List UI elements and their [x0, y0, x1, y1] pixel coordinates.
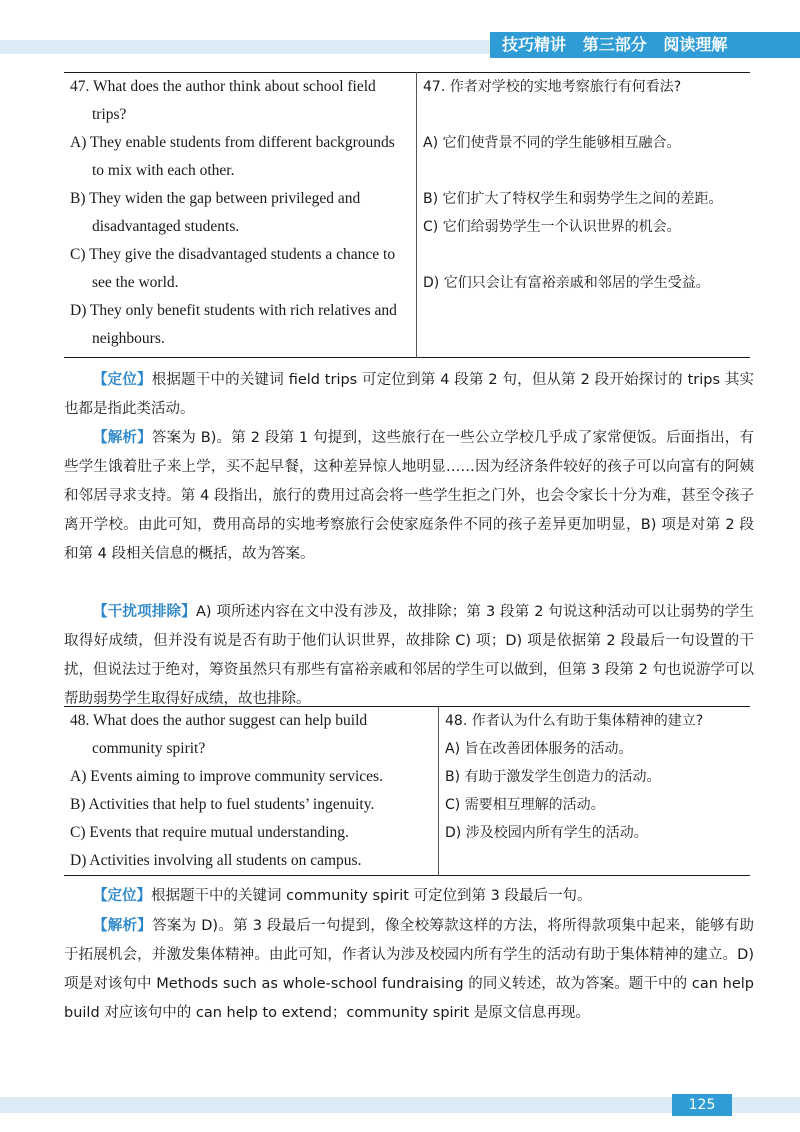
- analysis-text: 答案为 D)。第 3 段最后一句提到，像全校筹款这样的方法，将所得款项集中起来，能够有助于拓展机会，并激发集体精神。由此可知，作者认为涉及校园内所有学生的活动有助于集体精神的建立。D) 项是对该句中 Methods such as whole-school fundraising 的同义转述，故为答案。题干中的 can help build 对应该句中的 can help to extend；community spirit 是原文信息再现。: [64, 918, 754, 1021]
- option-c: C) They give the disadvantaged students a chance to see the world.: [70, 246, 396, 291]
- table-row: [64, 707, 750, 876]
- option-a: A) Events aiming to improve community services.: [70, 768, 383, 785]
- q47-locate-paragraph: [64, 366, 754, 424]
- question-stem: 47. What does the author think about school field trips?: [70, 78, 376, 123]
- analysis-text: 答案为 B)。第 2 段第 1 句提到，这些旅行在一些公立学校几乎成了家常便饭。后面指出，有些学生饿着肚子来上学，买不起早餐，这种差异惊人地明显……因为经济条件较好的孩子可以向富有的阿姨和邻居寻求支持。第 4 段指出，旅行的费用过高会将一些学生拒之门外，也会令家长十分为难，甚至令孩子离开学校。由此可知，费用高昂的实地考察旅行会使家庭条件不同的孩子差异更加明显，B) 项是对第 2 段和第 4 段相关信息的概括，故为答案。: [64, 430, 754, 562]
- option-c: C) 需要相互理解的活动。: [445, 797, 605, 813]
- question-stem: 48. 作者认为什么有助于集体精神的建立?: [445, 713, 704, 729]
- q48-analysis-paragraph: [64, 912, 754, 1028]
- option-d: D) 涉及校园内所有学生的活动。: [445, 825, 648, 841]
- q48-locate-paragraph: [64, 882, 754, 911]
- option-d: D) They only benefit students with rich relatives and neighbours.: [70, 302, 397, 347]
- locate-tag: 【定位】: [93, 888, 151, 904]
- question-47-table: [64, 72, 750, 358]
- table-row: [64, 73, 750, 358]
- question-47-chinese: [417, 73, 751, 358]
- option-b: B) They widen the gap between privileged and disadvantaged students.: [70, 190, 361, 235]
- question-48-chinese: [439, 707, 751, 876]
- header-bar: [0, 32, 800, 58]
- question-stem: 47. 作者对学校的实地考察旅行有何看法?: [423, 79, 682, 95]
- q47-analysis-paragraph: [64, 424, 754, 569]
- page-number: 125: [672, 1094, 732, 1116]
- question-47-english: [64, 73, 417, 358]
- option-a: A) They enable students from different backgrounds to mix with each other.: [70, 134, 395, 179]
- analysis-tag: 【解析】: [93, 918, 153, 934]
- option-b: B) 有助于激发学生创造力的活动。: [445, 769, 661, 785]
- analysis-tag: 【解析】: [93, 430, 152, 446]
- option-a: A) 它们使背景不同的学生能够相互融合。: [423, 135, 681, 151]
- question-stem: 48. What does the author suggest can help build community spirit?: [70, 712, 368, 757]
- distractor-text: A) 项所述内容在文中没有涉及，故排除；第 3 段第 2 句说这种活动可以让弱势的学生取得好成绩，但并没有说是否有助于他们认识世界，故排除 C) 项；D) 项是依据第 2 段最后一句设置的干扰，但说法过于绝对，筹资虽然只有那些有富裕亲戚和邻居的学生可以做到，但第 3 段第 2 句也说游学可以帮助弱势学生取得好成绩，故也排除。: [64, 604, 754, 707]
- option-b: B) 它们扩大了特权学生和弱势学生之间的差距。: [423, 191, 723, 207]
- option-c: C) 它们给弱势学生一个认识世界的机会。: [423, 219, 681, 235]
- locate-tag: 【定位】: [93, 372, 152, 388]
- q47-distractor-paragraph: [64, 598, 754, 714]
- option-c: C) Events that require mutual understanding.: [70, 824, 349, 841]
- question-48-table: [64, 706, 750, 876]
- distractor-tag: 【干扰项排除】: [93, 604, 196, 620]
- section-title: 技巧精讲 第三部分 阅读理解: [490, 32, 800, 58]
- option-d: D) 它们只会让有富裕亲戚和邻居的学生受益。: [423, 275, 710, 291]
- option-a: A) 旨在改善团体服务的活动。: [445, 741, 633, 757]
- header-stripe: [0, 40, 490, 54]
- locate-text: 根据题干中的关键词 field trips 可定位到第 4 段第 2 句，但从第 2 段开始探讨的 trips 其实也都是指此类活动。: [64, 372, 755, 417]
- option-b: B) Activities that help to fuel students’ ingenuity.: [70, 796, 375, 813]
- option-d: D) Activities involving all students on campus.: [70, 852, 362, 869]
- locate-text: 根据题干中的关键词 community spirit 可定位到第 3 段最后一句。: [151, 888, 592, 904]
- question-48-english: [64, 707, 439, 876]
